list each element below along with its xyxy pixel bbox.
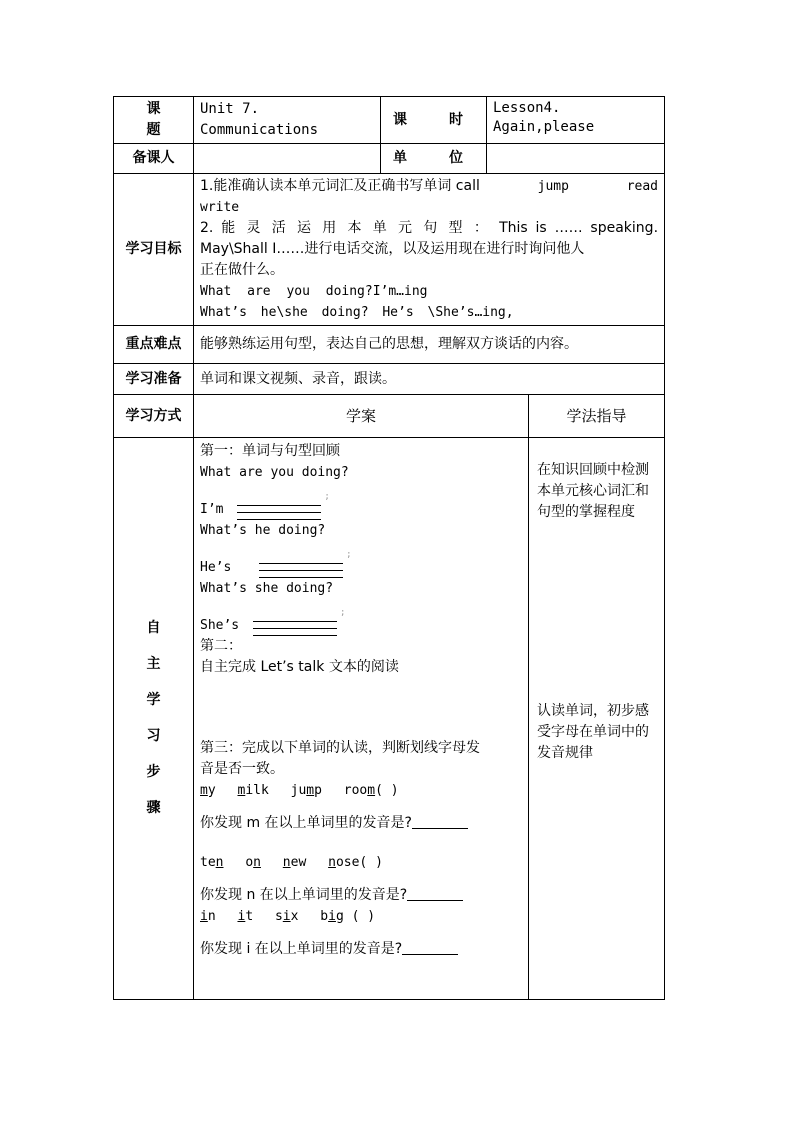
question-1: What are you doing? — [200, 465, 349, 480]
unit-label: 单 位 — [381, 144, 487, 174]
goal-line2a: 2. 能 灵 活 运 用 本 单 元 句 型 ： This is …… speaking. — [200, 220, 659, 236]
prep-label: 学习准备 — [114, 364, 194, 395]
guide-header: 学法指导 — [529, 395, 665, 438]
answer-1-line: I’m ; — [200, 487, 522, 520]
guide-note-1: 在知识回顾中检测本单元核心词汇和句型的掌握程度 — [537, 462, 649, 520]
goal-line4: What’s he\she doing? He’s \She’s…ing, — [200, 305, 514, 320]
question-3: What’s she doing? — [200, 581, 334, 596]
plan-header: 学案 — [194, 395, 529, 438]
word-row-i — [200, 906, 522, 927]
prep-text: 单词和课文视频、录音，跟读。 — [194, 364, 665, 395]
answer-blank-3[interactable] — [253, 615, 337, 636]
goals-label: 学习目标 — [114, 174, 194, 326]
goals-content — [194, 174, 665, 326]
word-in: in — [200, 909, 216, 924]
lesson-plan-table — [113, 96, 665, 1000]
goal-line2c: 正在做什么。 — [200, 262, 284, 278]
answer-2-line: He’s ; — [200, 545, 522, 578]
word-jump: jump — [290, 783, 322, 798]
question-2: What’s he doing? — [200, 523, 326, 538]
word-my: my — [200, 783, 216, 798]
word-milk: milk — [237, 783, 269, 798]
word-room: room( ) — [343, 783, 399, 798]
method-row — [114, 395, 665, 438]
section2-text: 自主完成 Let’s talk 文本的阅读 — [200, 659, 399, 675]
word-on: on — [245, 855, 261, 870]
word-row-n — [200, 852, 522, 873]
question-m: 你发现 m 在以上单词里的发音是? — [200, 813, 522, 834]
goal-line2b: May\Shall I……进行电话交流，以及运用现在进行时询问他人 — [200, 241, 585, 257]
word-nose: nose( ) — [328, 855, 383, 870]
unit-value — [487, 144, 665, 174]
prep-row — [114, 364, 665, 395]
key-row — [114, 326, 665, 364]
key-text: 能够熟练运用句型，表达自己的思想，理解双方谈话的内容。 — [194, 326, 665, 364]
goals-row — [114, 174, 665, 326]
word-big: big ( ) — [320, 909, 376, 924]
goal-line1-cont: write — [200, 200, 240, 215]
topic-label: 课 题 — [114, 97, 194, 144]
question-i: 你发现 i 在以上单词里的发音是? — [200, 939, 522, 960]
answer-blank-2[interactable] — [259, 557, 343, 578]
question-n: 你发现 n 在以上单词里的发音是? — [200, 885, 522, 906]
answer-line-i[interactable] — [402, 940, 458, 955]
study-plan-content — [194, 438, 529, 1000]
key-label: 重点难点 — [114, 326, 194, 364]
study-guide-content — [529, 438, 665, 1000]
self-study-vertical-label: 自 主 学 习 步 骤 — [114, 438, 194, 1000]
period-label: 课 时 — [381, 97, 487, 144]
word-six: six — [274, 909, 299, 924]
section3-title-1: 第三：完成以下单词的认读，判断划线字母发 — [200, 740, 480, 756]
answer-blank-1[interactable] — [237, 499, 321, 520]
section2-title: 第二： — [200, 638, 242, 654]
period-value — [487, 97, 665, 144]
section3-title-2: 音是否一致。 — [200, 761, 284, 777]
answer-line-m[interactable] — [412, 814, 468, 829]
preparer-value — [194, 144, 381, 174]
goal-line3: What are you doing?I’m…ing — [200, 284, 428, 299]
period-value-line1: Lesson4. — [493, 100, 561, 116]
topic-value: Unit 7. Communications — [194, 97, 381, 144]
preparer-label: 备课人 — [114, 144, 194, 174]
period-value-line2: Again,please — [493, 119, 595, 135]
answer-line-n[interactable] — [407, 886, 463, 901]
method-label: 学习方式 — [114, 395, 194, 438]
word-row-m — [200, 780, 522, 801]
self-study-row — [114, 438, 665, 1000]
word-new: new — [282, 855, 307, 870]
answer-3-line: She’s ; — [200, 603, 522, 636]
section1-title: 第一：单词与句型回顾 — [200, 443, 340, 459]
goal-line1: 1.能准确认读本单元词汇及正确书写单词 call jump read — [200, 178, 658, 194]
word-it: it — [237, 909, 254, 924]
guide-note-2: 认读单词，初步感受字母在单词中的发音规律 — [537, 703, 649, 761]
word-ten: ten — [200, 855, 224, 870]
header-row-topic — [114, 97, 665, 144]
header-row-preparer — [114, 144, 665, 174]
